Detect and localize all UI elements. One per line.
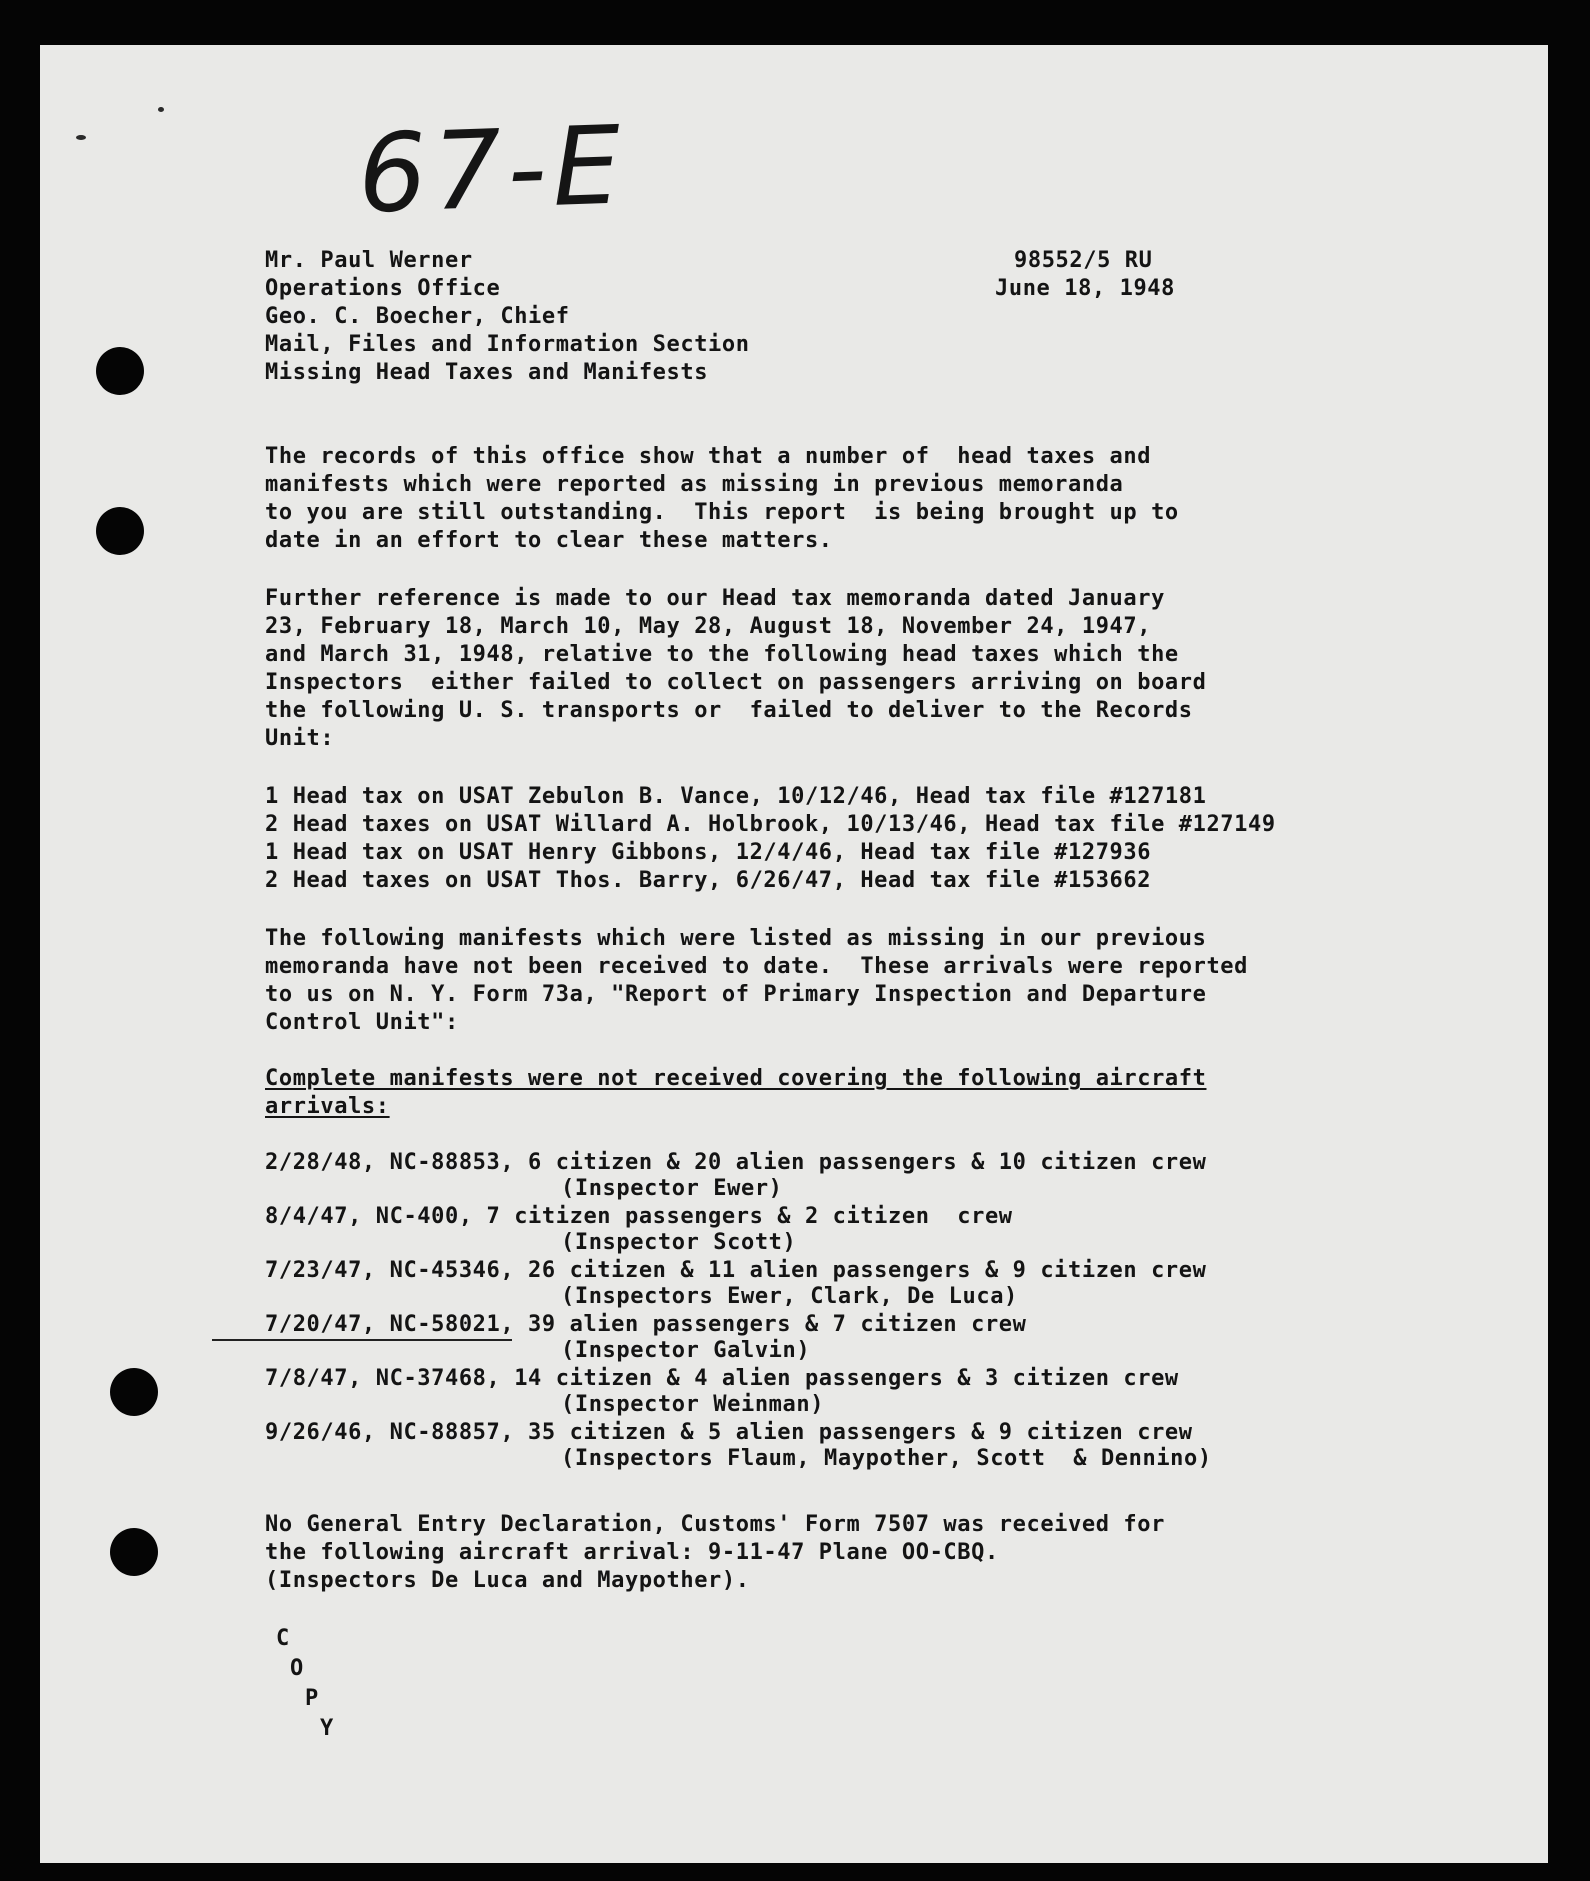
document-page <box>40 45 1548 1863</box>
paragraph-line: Unit: <box>265 726 335 751</box>
paragraph-line: memoranda have not been received to date. These arrivals were reported <box>265 954 1249 979</box>
paragraph-line: Further reference is made to our Head tax memoranda dated January <box>265 586 1165 611</box>
copy-letter: O <box>290 1656 304 1681</box>
arrival-entry: 8/4/47, NC-400, 7 citizen passengers & 2 citizen crew <box>265 1204 1013 1229</box>
arrival-entry: 7/20/47, NC-58021, 39 alien passengers & 7 citizen crew <box>265 1312 1027 1337</box>
arrival-inspectors: (Inspector Galvin) <box>561 1338 811 1363</box>
subject-line: Missing Head Taxes and Manifests <box>265 360 709 385</box>
manifests-heading: Complete manifests were not received covering the following aircraft <box>265 1066 1207 1091</box>
paragraph-line: the following aircraft arrival: 9-11-47 Plane OO-CBQ. <box>265 1540 999 1565</box>
copy-letter: P <box>305 1686 319 1711</box>
reference-number: 98552/5 RU <box>1014 248 1153 273</box>
margin-rule <box>212 1339 512 1341</box>
arrival-entry: 2/28/48, NC-88853, 6 citizen & 20 alien passengers & 10 citizen crew <box>265 1150 1207 1175</box>
head-tax-item: 1 Head tax on USAT Zebulon B. Vance, 10/12/46, Head tax file #127181 <box>265 784 1207 809</box>
arrival-entry: 9/26/46, NC-88857, 35 citizen & 5 alien passengers & 9 citizen crew <box>265 1420 1193 1445</box>
ink-speck <box>158 107 164 112</box>
memo-date: June 18, 1948 <box>995 276 1175 301</box>
paragraph-line: No General Entry Declaration, Customs' Form 7507 was received for <box>265 1512 1165 1537</box>
from-line: Geo. C. Boecher, Chief <box>265 304 570 329</box>
arrival-inspectors: (Inspector Ewer) <box>561 1176 783 1201</box>
copy-letter: C <box>276 1626 290 1651</box>
paragraph-line: and March 31, 1948, relative to the following head taxes which the <box>265 642 1179 667</box>
head-tax-item: 1 Head tax on USAT Henry Gibbons, 12/4/46, Head tax file #127936 <box>265 840 1152 865</box>
arrival-entry: 7/23/47, NC-45346, 26 citizen & 11 alien passengers & 9 citizen crew <box>265 1258 1207 1283</box>
arrival-inspectors: (Inspector Weinman) <box>561 1392 825 1417</box>
file-number-annotation: 67-E <box>355 103 629 238</box>
to-office: Operations Office <box>265 276 501 301</box>
paragraph-line: manifests which were reported as missing in previous memoranda <box>265 472 1124 497</box>
arrival-inspectors: (Inspector Scott) <box>561 1230 797 1255</box>
paragraph-line: (Inspectors De Luca and Maypother). <box>265 1568 750 1593</box>
head-tax-item: 2 Head taxes on USAT Thos. Barry, 6/26/47, Head tax file #153662 <box>265 868 1152 893</box>
head-tax-item: 2 Head taxes on USAT Willard A. Holbrook, 10/13/46, Head tax file #127149 <box>265 812 1276 837</box>
copy-letter: Y <box>320 1716 334 1741</box>
paragraph-line: Control Unit": <box>265 1010 459 1035</box>
to-line: Mr. Paul Werner <box>265 248 473 273</box>
paragraph-line: to us on N. Y. Form 73a, "Report of Primary Inspection and Departure <box>265 982 1207 1007</box>
paragraph-line: Inspectors either failed to collect on passengers arriving on board <box>265 670 1207 695</box>
paragraph-line: The following manifests which were listed as missing in our previous <box>265 926 1207 951</box>
arrival-inspectors: (Inspectors Flaum, Maypother, Scott & Dennino) <box>561 1446 1212 1471</box>
from-section: Mail, Files and Information Section <box>265 332 750 357</box>
paragraph-line: The records of this office show that a number of head taxes and <box>265 444 1152 469</box>
paragraph-line: 23, February 18, March 10, May 28, August 18, November 24, 1947, <box>265 614 1152 639</box>
arrival-entry: 7/8/47, NC-37468, 14 citizen & 4 alien passengers & 3 citizen crew <box>265 1366 1179 1391</box>
punch-hole <box>110 1528 158 1576</box>
punch-hole <box>96 347 144 395</box>
punch-hole <box>96 507 144 555</box>
ink-speck <box>76 135 86 140</box>
punch-hole <box>110 1368 158 1416</box>
arrival-inspectors: (Inspectors Ewer, Clark, De Luca) <box>561 1284 1018 1309</box>
manifests-heading: arrivals: <box>265 1094 390 1119</box>
paragraph-line: to you are still outstanding. This report is being brought up to <box>265 500 1179 525</box>
paragraph-line: date in an effort to clear these matters. <box>265 528 833 553</box>
paragraph-line: the following U. S. transports or failed to deliver to the Records <box>265 698 1193 723</box>
